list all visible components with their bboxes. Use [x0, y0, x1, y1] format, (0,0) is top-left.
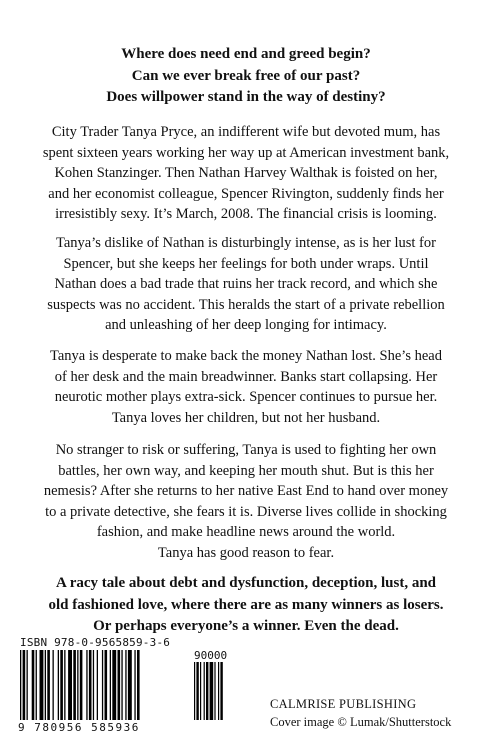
barcode-bar — [121, 650, 122, 720]
blurb-line: neurotic mother plays extra-sick. Spencer continues to pursue her. — [54, 389, 438, 406]
barcode-bar — [23, 650, 26, 720]
barcode-bar — [45, 650, 46, 720]
barcode-bar — [53, 650, 54, 720]
barcode-bar — [40, 650, 44, 720]
blurb-line: Spencer, but she keeps her feelings for both under wraps. Until — [63, 255, 429, 272]
tagline — [0, 573, 492, 638]
barcode-bar — [97, 650, 98, 720]
barcode-bar — [118, 650, 121, 720]
price-code: 90000 — [194, 649, 228, 662]
barcode-bar — [125, 650, 126, 720]
blurb-line: City Trader Tanya Pryce, an indifferent wife but devoted mum, has — [51, 124, 441, 140]
blurb-line: spent sixteen years working her way up at American investment bank, — [42, 144, 450, 161]
blurb-line: Tanya loves her children, but not her husband. — [111, 409, 381, 426]
barcode-bar — [110, 650, 111, 720]
barcode-bar — [137, 650, 140, 720]
blurb-paragraph — [22, 346, 470, 428]
opening-questions — [0, 44, 492, 109]
question-line: Does willpower stand in the way of destiny? — [106, 89, 386, 105]
blurb-line: Nathan does a bad trade that ruins her track record, and which she — [54, 276, 438, 293]
barcode-bar — [89, 650, 92, 720]
barcode-addon-bar — [218, 662, 219, 720]
barcode-icon — [18, 650, 230, 720]
barcode-bar — [105, 650, 108, 720]
barcode-addon-bar — [200, 662, 201, 720]
blurb-paragraph — [22, 122, 470, 225]
barcode-bar — [86, 650, 87, 720]
barcode-bar — [134, 650, 135, 720]
blurb-line: suspects was no accident. This heralds the start of a private rebellion — [47, 296, 445, 313]
barcode-addon-bar — [210, 662, 214, 720]
blurb-line: Tanya has good reason to fear. — [157, 544, 335, 561]
blurb-paragraph — [22, 233, 470, 336]
cover-image-credit: Cover image © Lumak/Shutterstock — [270, 715, 452, 729]
ean-digits: 9 780956 585936 — [18, 721, 140, 734]
barcode-bar — [102, 650, 103, 720]
question-line: Where does need end and greed begin? — [121, 46, 371, 62]
barcode-bar — [60, 650, 63, 720]
barcode-bar — [20, 650, 21, 720]
isbn-barcode — [18, 636, 230, 736]
barcode-bar — [27, 650, 28, 720]
barcode-addon-bar — [220, 662, 222, 720]
blurb-line: Tanya’s dislike of Nathan is disturbingly intense, as is her lust for — [56, 235, 436, 251]
blurb-line: of her desk and the main breadwinner. Banks start collapsing. Her — [54, 368, 438, 385]
barcode-bar — [32, 650, 35, 720]
barcode-addon-bar — [196, 662, 198, 720]
blurb-line: irresistibly sexy. It’s March, 2008. The financial crisis is looming. — [55, 206, 437, 223]
barcode-addon-bar — [194, 662, 195, 720]
question-line: Can we ever break free of our past? — [131, 67, 361, 84]
blurb-line: Tanya is desperate to make back the money Nathan lost. She’s head — [50, 348, 442, 364]
barcode-bar — [36, 650, 37, 720]
tagline-line: Or perhaps everyone’s a winner. Even the dead. — [93, 618, 399, 634]
blurb-line: Kohen Stanzinger. Then Nathan Harvey Walthak is foisted on her, — [54, 165, 438, 182]
barcode-bar — [128, 650, 132, 720]
tagline-line: A racy tale about debt and dysfunction, deception, lust, and — [55, 575, 437, 591]
barcode-bar — [64, 650, 65, 720]
barcode-bar — [112, 650, 116, 720]
barcode-bar — [80, 650, 83, 720]
barcode-bar — [93, 650, 94, 720]
barcode-bar — [68, 650, 72, 720]
blurb-line: No stranger to risk or suffering, Tanya is used to fighting her own — [55, 442, 437, 458]
blurb-line: battles, her own way, and keeping her mouth shut. But is this her — [58, 462, 434, 479]
barcode-addon-bar — [204, 662, 205, 720]
barcode-bar — [77, 650, 78, 720]
blurb-paragraph — [22, 440, 470, 564]
barcode-bar — [73, 650, 76, 720]
barcode-bar — [58, 650, 59, 720]
publisher-name: CALMRISE PUBLISHING — [270, 697, 417, 711]
blurb-line: nemesis? After she returns to her native East End to hand over money — [43, 483, 449, 500]
blurb-line: fashion, and make headline news around the world. — [96, 524, 396, 541]
tagline-line: old fashioned love, where there are as many winners as losers. — [48, 596, 444, 613]
barcode-addon-bar — [214, 662, 215, 720]
blurb-line: and her economist colleague, Spencer Rivington, suddenly finds her — [48, 185, 444, 202]
blurb-line: to a private detective, she fears it is. Diverse lives collide in shocking — [45, 503, 447, 520]
barcode-bar — [47, 650, 50, 720]
blurb-line: and unleashing of her deep longing for intimacy. — [105, 317, 387, 334]
isbn-label: ISBN 978-0-9565859-3-6 — [20, 636, 171, 649]
barcode-addon-bar — [206, 662, 208, 720]
